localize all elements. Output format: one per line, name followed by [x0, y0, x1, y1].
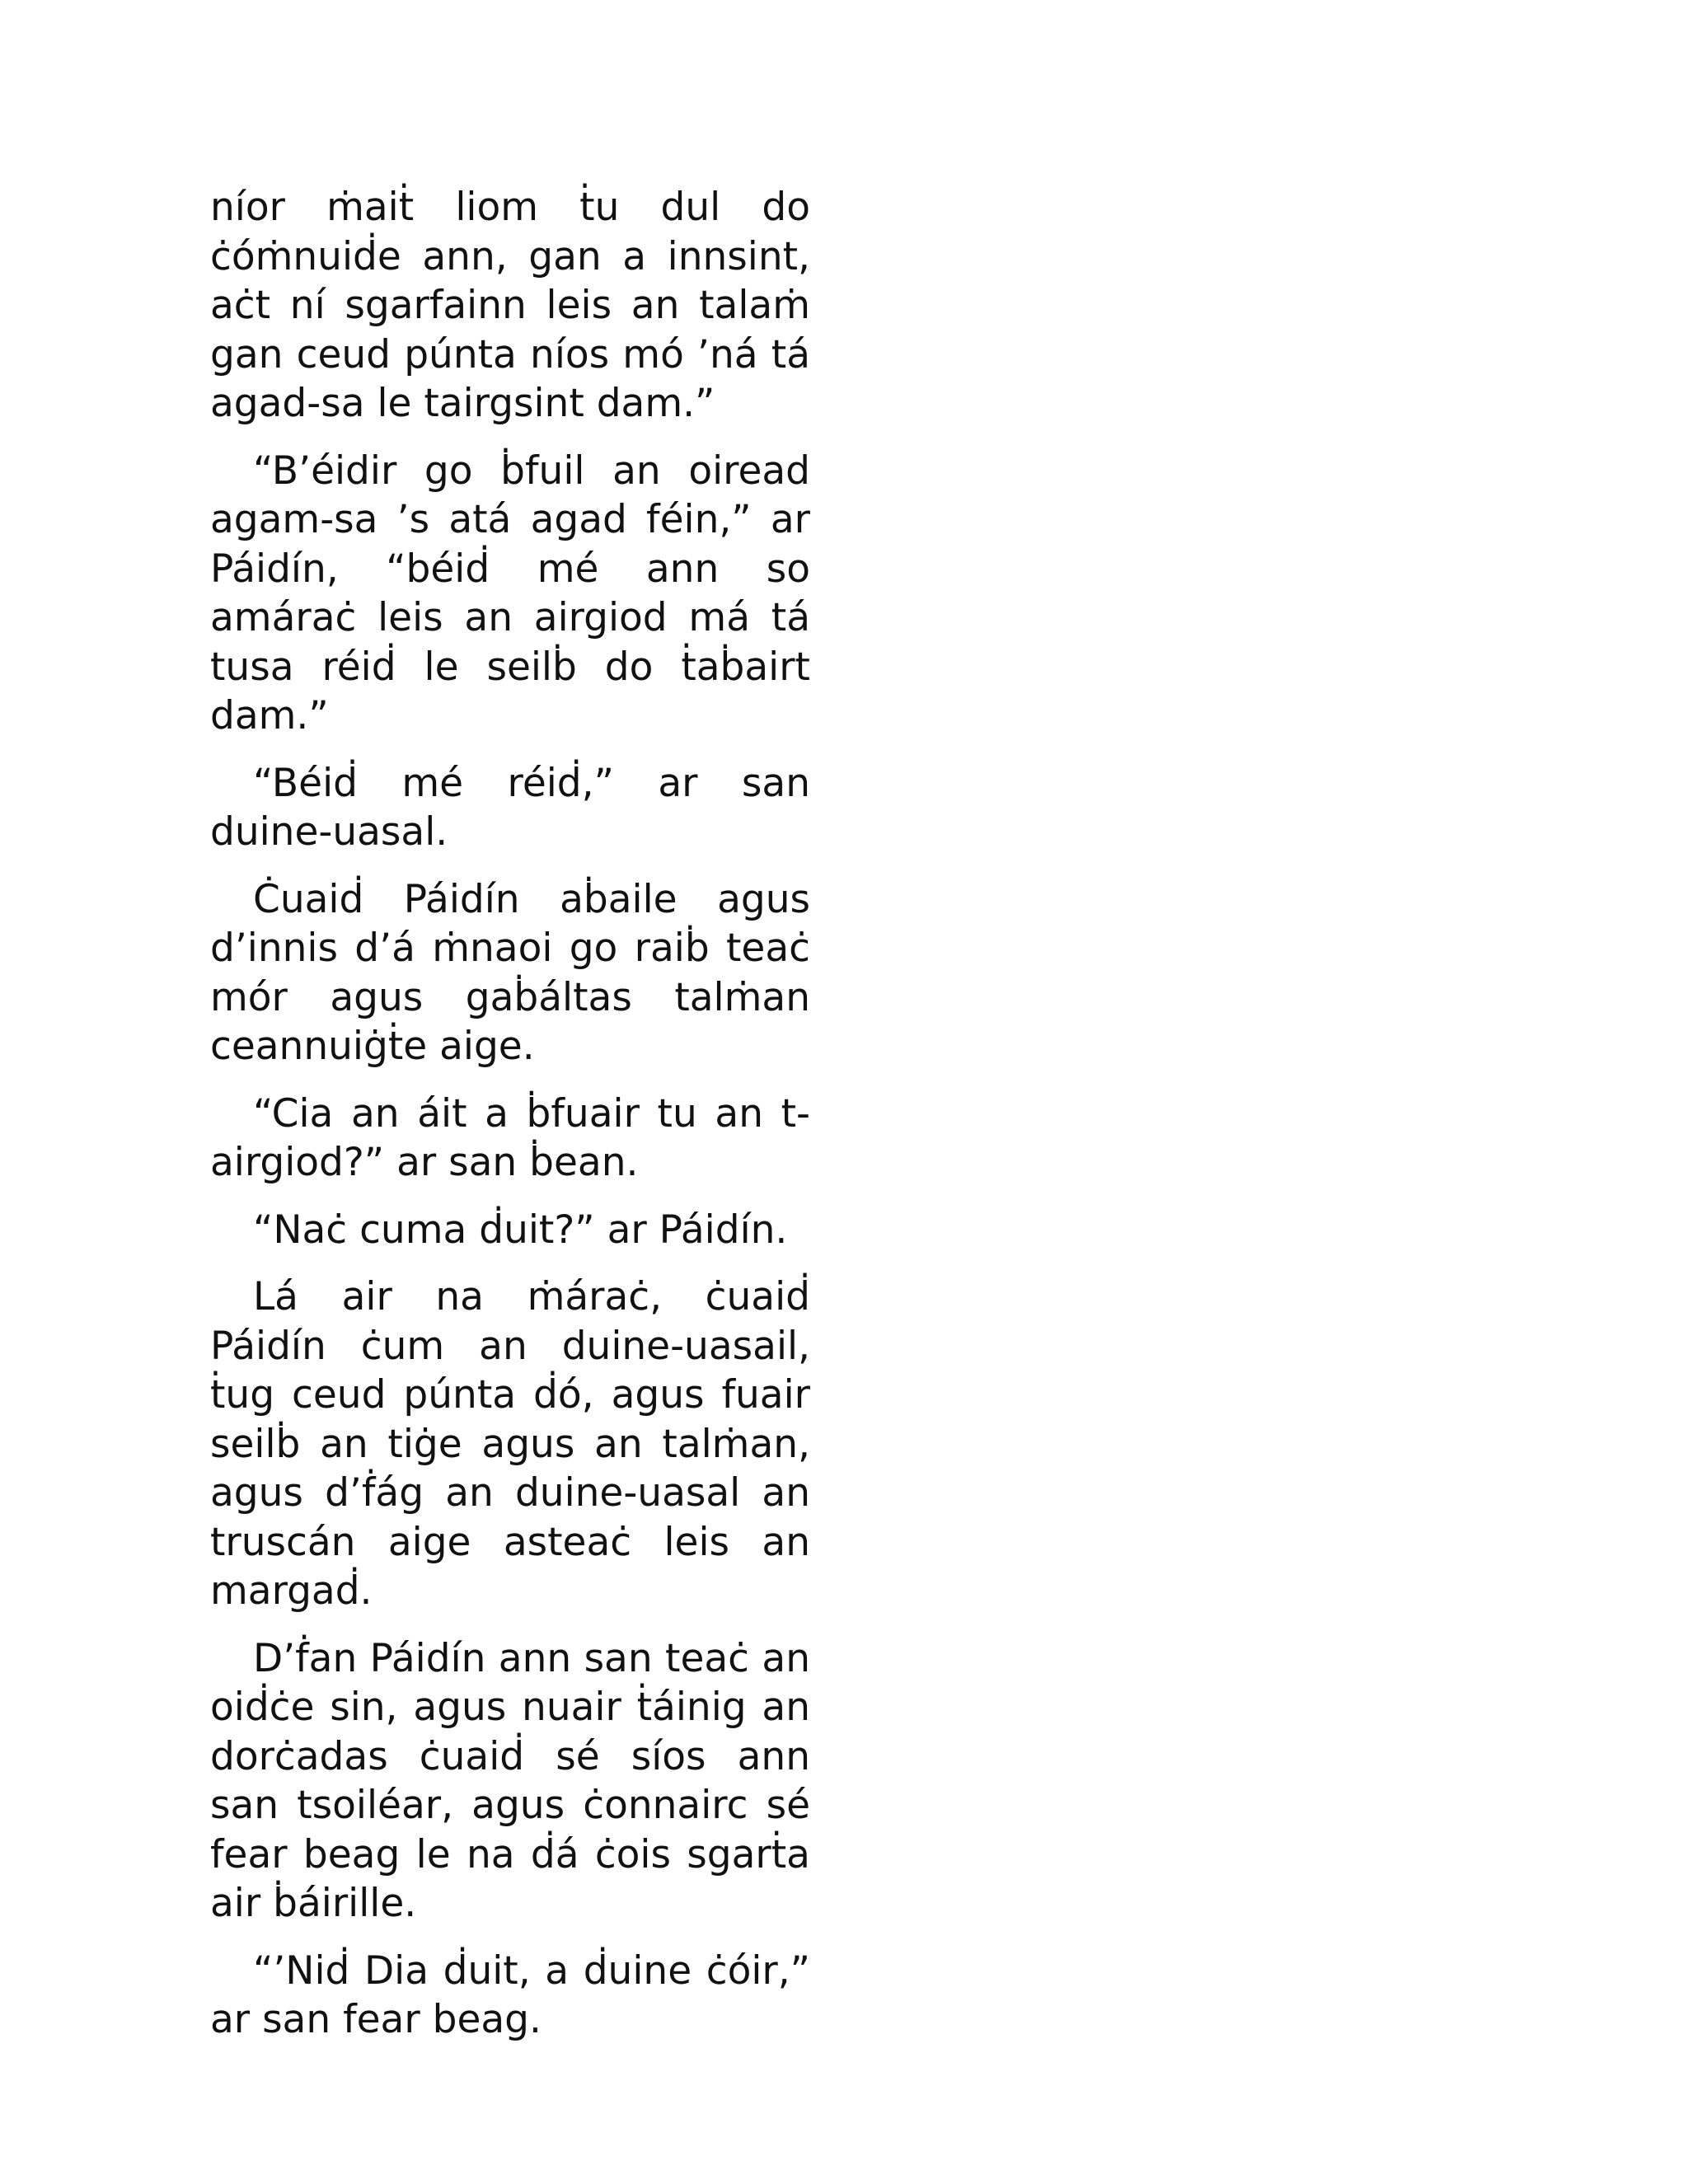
- paragraph-5: “Cia an áit a ḃfuair tu an t-airgiod?” ar san ḃean.: [210, 1090, 810, 1185]
- paragraph-3: “Béiḋ mé réiḋ,” ar san duine-uasal.: [210, 760, 810, 855]
- paragraph-2: “B’éidir go ḃfuil an oiread agam-sa ’s atá agad féin,” ar Páidín, “béiḋ mé ann so amáraċ leis an airgiod má tá tusa réiḋ le seilḃ do ṫaḃairt dam.”: [210, 448, 810, 738]
- text-viewport: [210, 183, 810, 2042]
- paragraph-7: Lá air na ṁáraċ, ċuaiḋ Páidín ċum an duine-uasail, ṫug ceud púnta ḋó, agus fuair seilḃ an tiġe agus an talṁan, agus d’ḟág an duine-uasal an truscán aige asteaċ leis an margaḋ.: [210, 1274, 810, 1614]
- paragraph-1: níor ṁaiṫ liom ṫu dul do ċóṁnuiḋe ann, gan a innsint, aċt ní sgarfainn leis an talaṁ gan ceud púnta níos mó ’ná tá agad-sa le tairgsint dam.”: [210, 185, 810, 426]
- paragraph-4: Ċuaiḋ Páidín aḃaile agus d’innis d’á ṁnaoi go raiḃ teaċ mór agus gaḃáltas talṁan ceannuiġṫe aige.: [210, 876, 810, 1069]
- paragraph-8: D’ḟan Páidín ann san teaċ an oiḋċe sin, agus nuair ṫáinig an dorċadas ċuaiḋ sé síos ann san tsoiléar, agus ċonnairc sé fear beag le na ḋá ċois sgarṫa air ḃáirille.: [210, 1635, 810, 1926]
- paragraph-6: “Naċ cuma ḋuit?” ar Páidín.: [253, 1207, 788, 1253]
- story-text-column: [210, 183, 810, 2045]
- paragraph-9: “’Niḋ Dia ḋuit, a ḋuine ċóir,” ar san fear beag.: [210, 1947, 810, 2042]
